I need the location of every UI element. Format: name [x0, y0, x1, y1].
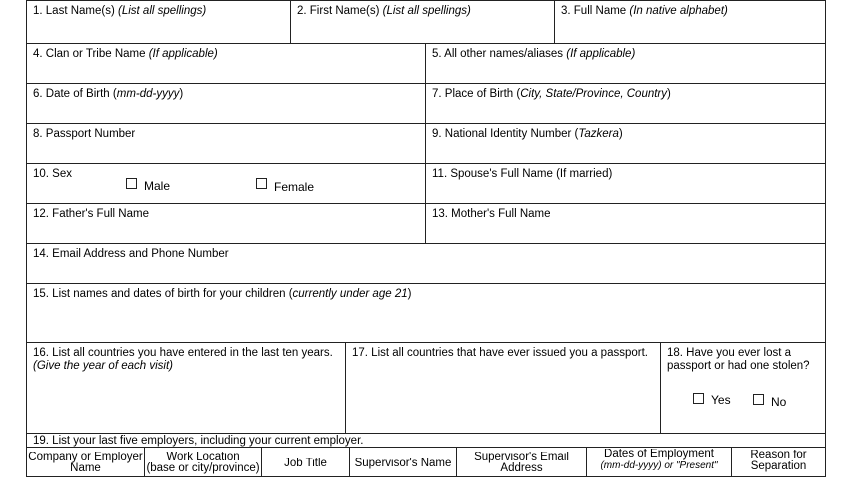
- children-field[interactable]: [26, 283, 826, 343]
- mother-name-field[interactable]: [425, 203, 826, 244]
- passport-number-label: 8. Passport Number: [33, 128, 136, 140]
- employers-section-label: 19. List your last five employers, including your current employer.: [33, 435, 364, 447]
- col-reason-header: Reason for Separation: [750, 450, 807, 472]
- email-phone-label: 14. Email Address and Phone Number: [33, 248, 229, 260]
- clan-tribe-field[interactable]: [26, 43, 426, 84]
- employer-col-reason: [731, 447, 826, 477]
- aliases-label: 5. All other names/aliases (If applicable): [432, 48, 636, 60]
- father-name-field[interactable]: [26, 203, 426, 244]
- place-of-birth-field[interactable]: [425, 83, 826, 124]
- employer-col-supervisor-email: [456, 447, 587, 477]
- col-job-title-header: Job Title: [284, 458, 327, 469]
- lost-passport-field: [660, 342, 826, 434]
- employer-col-location: [144, 447, 262, 477]
- spouse-name-field[interactable]: [425, 163, 826, 204]
- first-names-label: 2. First Name(s) (List all spellings): [297, 5, 471, 17]
- father-name-label: 12. Father's Full Name: [33, 208, 149, 220]
- female-checkbox[interactable]: [256, 178, 267, 189]
- last-names-label: 1. Last Name(s) (List all spellings): [33, 5, 207, 17]
- employer-col-job-title: [261, 447, 350, 477]
- yes-checkbox[interactable]: [693, 393, 704, 404]
- male-checkbox[interactable]: [126, 178, 137, 189]
- clan-tribe-label: 4. Clan or Tribe Name (If applicable): [33, 48, 218, 60]
- male-label: Male: [144, 179, 171, 193]
- passport-countries-label: 17. List all countries that have ever issued you a passport.: [352, 347, 648, 359]
- yes-label: Yes: [711, 393, 731, 407]
- female-label: Female: [274, 180, 315, 194]
- date-of-birth-label: 6. Date of Birth (mm-dd-yyyy): [33, 88, 184, 100]
- full-name-native-field[interactable]: [554, 0, 826, 44]
- col-supervisor-email-header: Supervisor's Email Address: [474, 452, 569, 474]
- countries-visited-field[interactable]: [26, 342, 346, 434]
- countries-visited-label: 16. List all countries you have entered in the last ten years. (Give the year of each visit): [33, 347, 333, 372]
- employer-col-supervisor-name: [349, 447, 457, 477]
- employers-section-header: [26, 433, 826, 448]
- first-names-field[interactable]: [290, 0, 555, 44]
- place-of-birth-label: 7. Place of Birth (City, State/Province, Country): [432, 88, 671, 100]
- sex-label: 10. Sex: [33, 168, 72, 180]
- email-phone-field[interactable]: [26, 243, 826, 284]
- sex-field: [26, 163, 426, 204]
- employer-col-dates: [586, 447, 732, 477]
- col-company-header: Company or Employer Name: [28, 452, 143, 474]
- children-label: 15. List names and dates of birth for your children (currently under age 21): [33, 288, 412, 300]
- full-name-native-label: 3. Full Name (In native alphabet): [561, 5, 728, 17]
- lost-passport-label: 18. Have you ever lost a passport or had one stolen?: [667, 347, 810, 372]
- national-id-field[interactable]: [425, 123, 826, 164]
- aliases-field[interactable]: [425, 43, 826, 84]
- no-checkbox[interactable]: [753, 394, 764, 405]
- col-supervisor-name-header: Supervisor's Name: [354, 458, 452, 469]
- col-location-header: Work Location (base or city/province): [146, 452, 260, 474]
- passport-countries-field[interactable]: [345, 342, 661, 434]
- last-names-field[interactable]: [26, 0, 291, 44]
- no-label: No: [771, 395, 787, 409]
- passport-number-field[interactable]: [26, 123, 426, 164]
- national-id-label: 9. National Identity Number (Tazkera): [432, 128, 623, 140]
- spouse-name-label: 11. Spouse's Full Name (If married): [432, 168, 613, 180]
- employer-col-company: [26, 447, 145, 477]
- date-of-birth-field[interactable]: [26, 83, 426, 124]
- col-dates-header: Dates of Employment (mm-dd-yyyy) or "Present": [600, 449, 718, 471]
- mother-name-label: 13. Mother's Full Name: [432, 208, 551, 220]
